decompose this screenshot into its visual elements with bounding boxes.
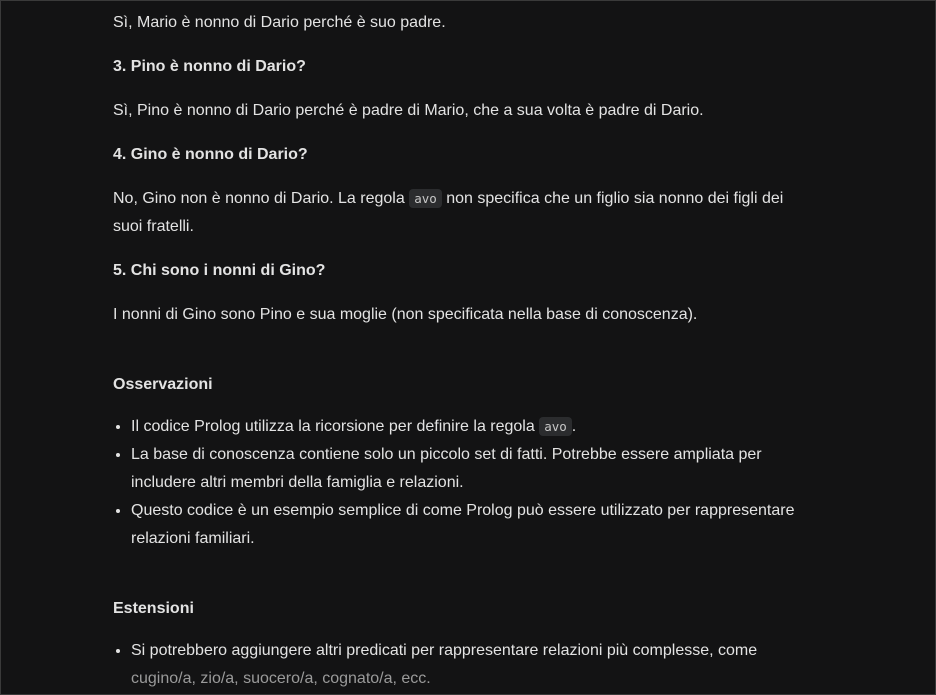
- response-content: [113, 9, 813, 693]
- answer-5-text: I nonni di Gino sono Pino e sua moglie (non specificata nella base di conoscenza).: [113, 306, 698, 323]
- observation-item-3: • Questo codice è un esempio semplice di come Prolog può essere utilizzato per rappresentare relazioni familiari.: [131, 497, 813, 553]
- observation-item-1: [131, 413, 813, 441]
- observation-item-1-end: .: [571, 418, 577, 435]
- answer-2-text: Sì, Mario è nonno di Dario perché è suo padre.: [113, 14, 446, 31]
- answer-4-text: [113, 185, 813, 241]
- extension-item-1-fading-text: cugino/a, zio/a, suocero/a, cognato/a, ecc.: [131, 670, 431, 687]
- inline-code-avo-2: avo: [539, 417, 572, 436]
- extensions-heading: Estensioni: [113, 600, 194, 617]
- answer-4-text-start: No, Gino non è nonno di Dario. La regola: [113, 190, 410, 207]
- answer-3-text: Sì, Pino è nonno di Dario perché è padre di Mario, che a sua volta è padre di Dario.: [113, 102, 704, 119]
- extension-item-1-text: Si potrebbero aggiungere altri predicati per rappresentare relazioni più complesse, come: [131, 642, 758, 659]
- extensions-list: [113, 637, 813, 693]
- observations-list: [113, 413, 813, 553]
- answer-4-text-end: non specifica che un figlio sia nonno dei figli dei suoi fratelli.: [113, 190, 784, 235]
- question-3: 3. Pino è nonno di Dario?: [113, 58, 306, 75]
- question-4: 4. Gino è nonno di Dario?: [113, 146, 308, 163]
- observation-item-1-start: Il codice Prolog utilizza la ricorsione per definire la regola: [131, 418, 540, 435]
- observations-heading: Osservazioni: [113, 376, 213, 393]
- observation-item-2: • La base di conoscenza contiene solo un piccolo set di fatti. Potrebbe essere ampliata per includere altri membri della famiglia e relazioni.: [131, 441, 813, 497]
- inline-code-avo: avo: [409, 189, 442, 208]
- extension-item-1: [131, 637, 813, 693]
- question-5: 5. Chi sono i nonni di Gino?: [113, 262, 326, 279]
